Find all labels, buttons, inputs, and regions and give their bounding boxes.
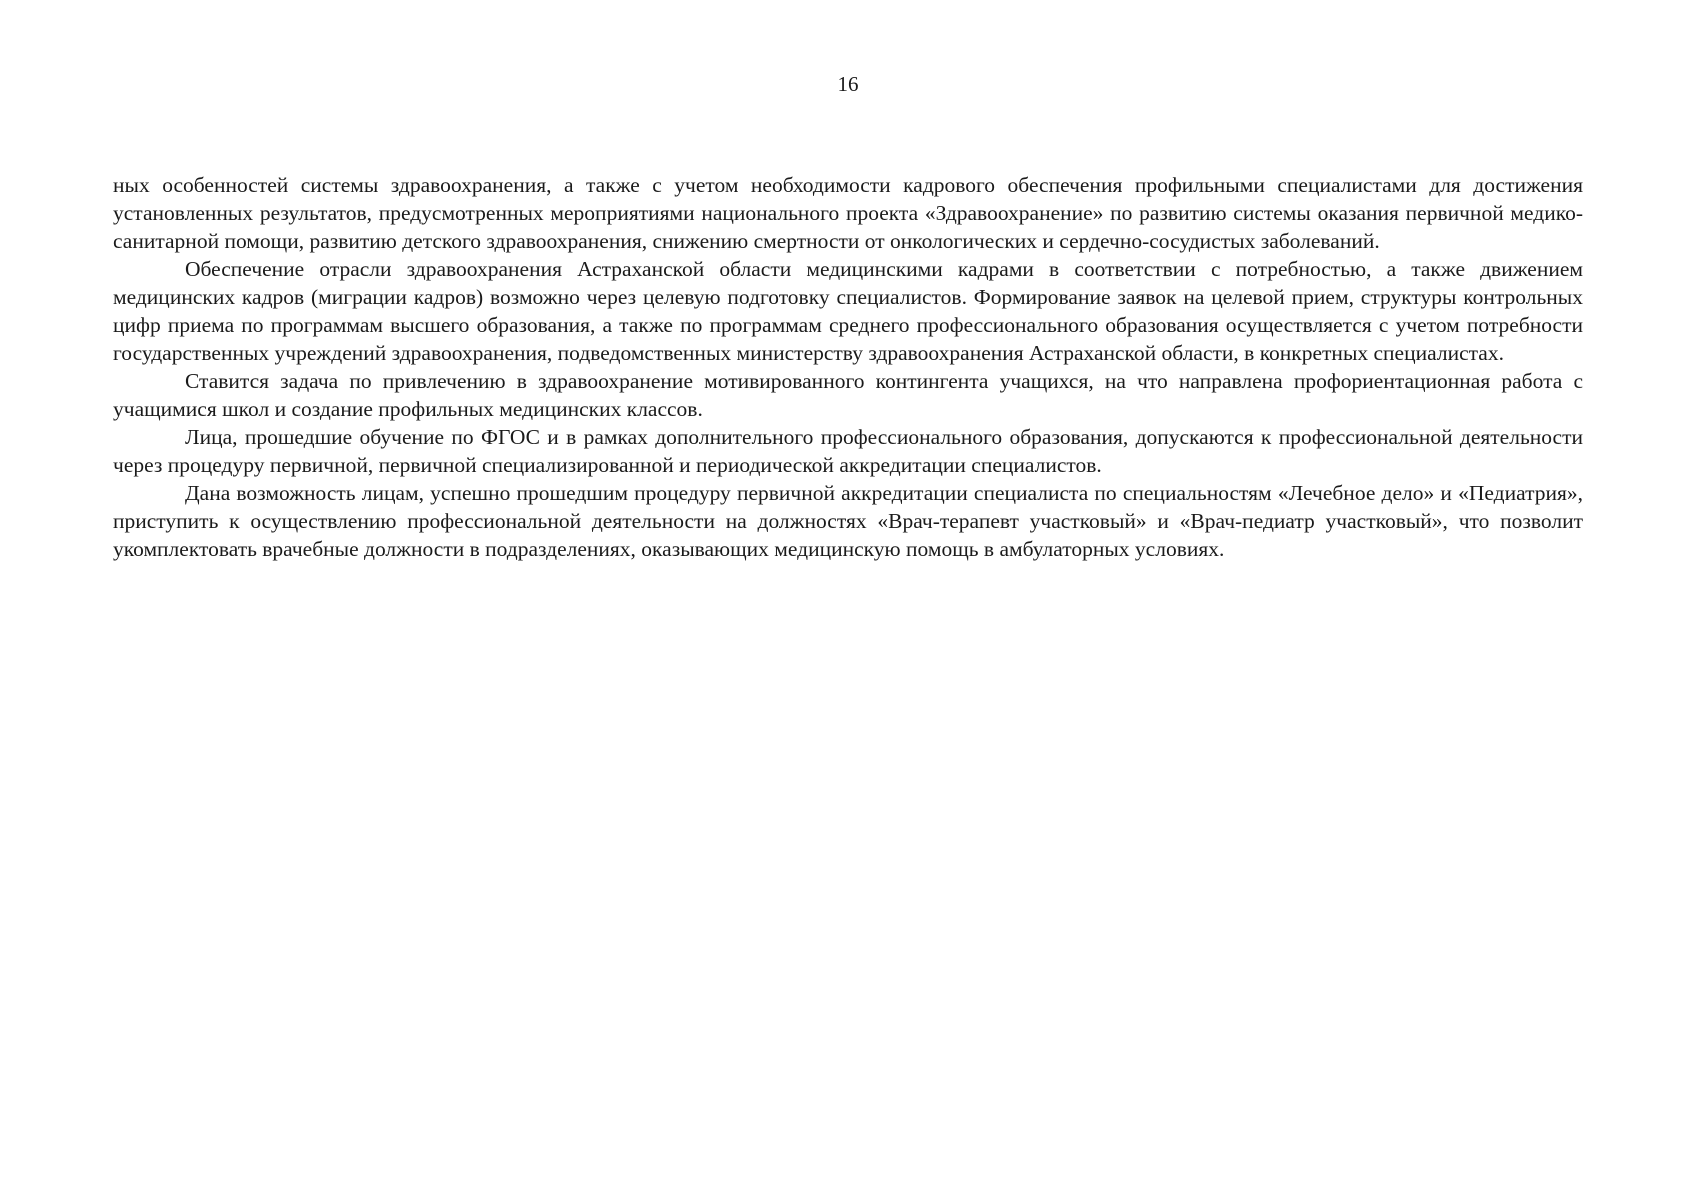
document-body [113, 171, 1583, 563]
page-number: 16 [837, 72, 859, 96]
paragraph-continuation: ных особенностей системы здравоохранения, а также с учетом необходимости кадрового обеспечения профильными специалистами для достижения установленных результатов, предусмотренных мероприятиями национального проекта «Здравоохранение» по развитию системы оказания первичной медико-санитарной помощи, развитию детского здравоохранения, снижению смертности от онкологических и сердечно-сосудистых заболеваний. [113, 173, 1583, 253]
paragraph-career-guidance: Ставится задача по привлечению в здравоохранение мотивированного контингента учащихся, на что направлена профориентационная работа с учащимися школ и создание профильных медицинских классов. [113, 369, 1583, 421]
paragraph-primary-accreditation: Дана возможность лицам, успешно прошедшим процедуру первичной аккредитации специалиста по специальностям «Лечебное дело» и «Педиатрия», приступить к осуществлению профессиональной деятельности на должностях «Врач-терапевт участковый» и «Врач-педиатр участковый», что позволит укомплектовать врачебные должности в подразделениях, оказывающих медицинскую помощь в амбулаторных условиях. [113, 481, 1583, 561]
paragraph-accreditation: Лица, прошедшие обучение по ФГОС и в рамках дополнительного профессионального образования, допускаются к профессиональной деятельности через процедуру первичной, первичной специализированной и периодической аккредитации специалистов. [113, 425, 1583, 477]
paragraph-staffing: Обеспечение отрасли здравоохранения Астраханской области медицинскими кадрами в соответствии с потребностью, а также движением медицинских кадров (миграции кадров) возможно через целевую подготовку специалистов. Формирование заявок на целевой прием, структуры контрольных цифр приема по программам высшего образования, а также по программам среднего профессионального образования осуществляется с учетом потребности государственных учреждений здравоохранения, подведомственных министерству здравоохранения Астраханской области, в конкретных специалистах. [113, 257, 1583, 365]
